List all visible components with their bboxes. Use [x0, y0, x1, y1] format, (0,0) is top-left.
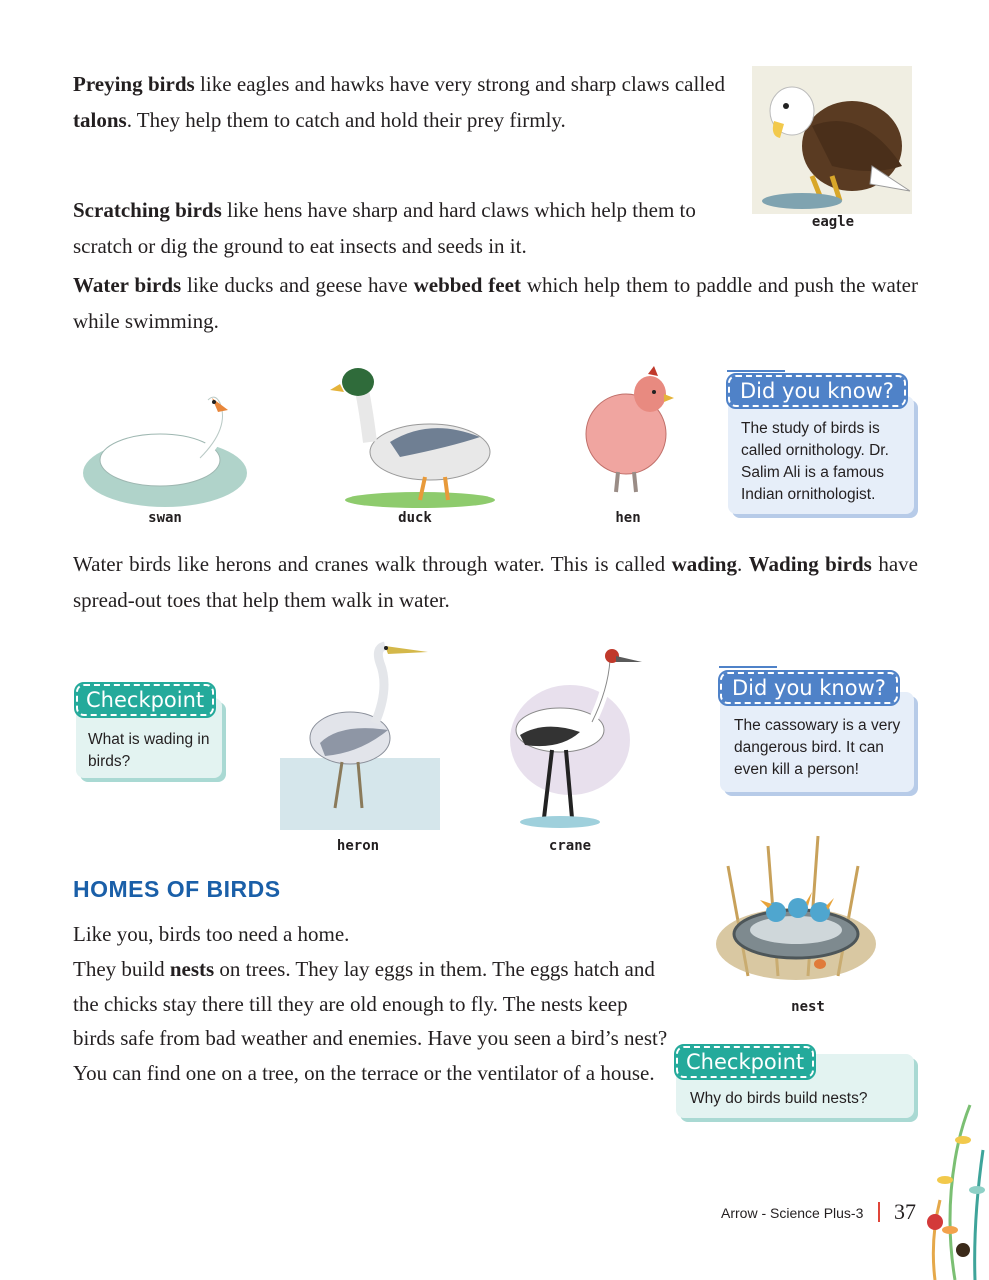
homes-paragraph — [73, 952, 673, 1090]
checkpoint-title-1: Checkpoint — [76, 684, 214, 716]
checkpoint-text-1: What is wading in birds? — [88, 731, 210, 770]
duck-caption: duck — [398, 510, 432, 526]
text-span: like eagles and hawks have very strong and sharp claws called — [194, 72, 725, 96]
term-talons: talons — [73, 108, 127, 132]
water-birds-paragraph — [73, 267, 918, 339]
swan-caption: swan — [148, 510, 182, 526]
decorative-plant-corner — [915, 1100, 989, 1280]
did-you-know-title-1: Did you know? — [728, 375, 906, 407]
did-you-know-text-1: The study of birds is called ornithology. Dr. Salim Ali is a famous Indian ornithologist. — [741, 420, 889, 503]
footer-divider — [878, 1202, 880, 1222]
term-water-birds: Water birds — [73, 273, 182, 297]
crane-caption: crane — [548, 838, 592, 854]
heron-illustration — [280, 638, 440, 830]
nest-illustration — [708, 826, 882, 998]
text-span: like hens have sharp and hard claws which help them to scratch or dig the ground to eat insects and seeds in it. — [73, 198, 696, 258]
dyk-decoration-line — [719, 666, 777, 668]
eagle-illustration — [752, 66, 912, 214]
term-webbed-feet: webbed feet — [413, 273, 521, 297]
text-span: which help them to paddle and push the water while swimming. — [73, 273, 918, 333]
crane-illustration — [500, 640, 645, 830]
eagle-caption: eagle — [811, 214, 855, 230]
text-span: Like you, birds too need a home. — [73, 922, 350, 946]
text-span: Water birds like herons and cranes walk through water. This is called — [73, 552, 672, 576]
scratching-birds-paragraph — [73, 192, 733, 264]
term-wading: wading — [671, 552, 737, 576]
dyk-decoration-line — [727, 370, 785, 372]
checkpoint-text-2: Why do birds build nests? — [690, 1090, 868, 1107]
page-number: 37 — [894, 1199, 916, 1224]
term-preying-birds: Preying birds — [73, 72, 195, 96]
swan-illustration — [80, 388, 250, 510]
duck-illustration — [330, 362, 505, 510]
did-you-know-text-2: The cassowary is a very dangerous bird. It can even kill a person! — [734, 717, 901, 778]
preying-birds-paragraph — [73, 66, 725, 138]
footer-book-title: Arrow - Science Plus-3 — [721, 1205, 864, 1221]
wading-birds-paragraph — [73, 546, 918, 618]
text-span: . — [736, 552, 749, 576]
term-nests: nests — [169, 957, 215, 981]
nest-caption: nest — [791, 999, 825, 1015]
text-span: on trees. They lay eggs in them. The eggs hatch and the chicks stay there till they are old enough to fly. The nests keep birds safe from bad weather and enemies. Have you seen a bird’s nest? You can find one on a tree, on the terrace or the ventilator of a house. — [73, 957, 668, 1085]
hen-caption: hen — [615, 510, 641, 526]
text-span: like ducks and geese have — [181, 273, 414, 297]
section-heading-homes-of-birds: HOMES OF BIRDS — [73, 876, 281, 902]
hen-illustration — [578, 364, 678, 498]
text-span: have spread-out toes that help them walk in water. — [73, 552, 918, 612]
text-span: . They help them to catch and hold their prey firmly. — [126, 108, 566, 132]
term-scratching-birds: Scratching birds — [73, 198, 222, 222]
term-wading-birds: Wading birds — [748, 552, 872, 576]
checkpoint-title-2: Checkpoint — [676, 1046, 814, 1078]
homes-line-1 — [73, 916, 653, 952]
text-span: They build — [73, 957, 170, 981]
did-you-know-title-2: Did you know? — [720, 672, 898, 704]
heron-caption: heron — [336, 838, 380, 854]
